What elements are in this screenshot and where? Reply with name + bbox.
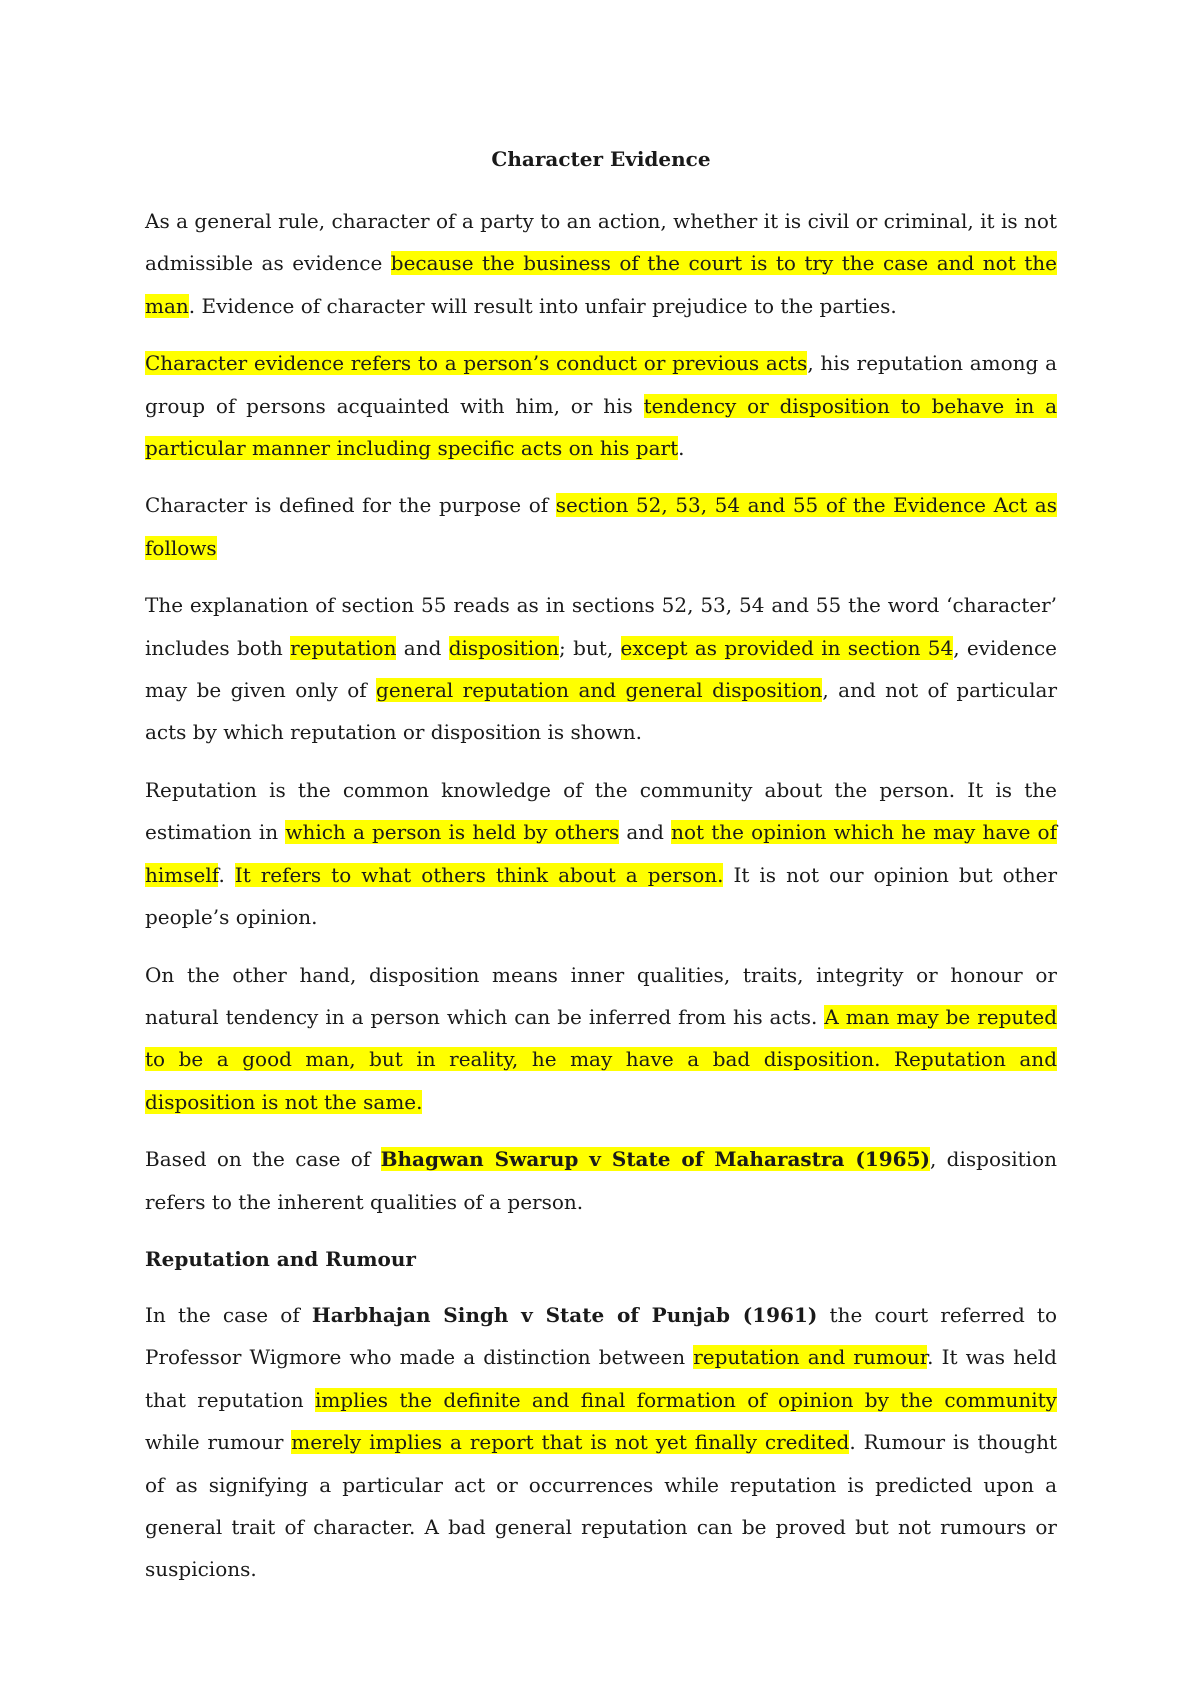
text-run: As a general rule, character of a party to an action, whether it is civil or criminal, it is not admissible as evidence xyxy=(145,209,1057,276)
highlighted-case-name: Bhagwan Swarup v State of Maharastra (1965) xyxy=(380,1147,930,1172)
document-body xyxy=(145,138,1057,1606)
highlighted-text: which a person is held by others xyxy=(285,820,620,845)
paragraph-reputation xyxy=(145,769,1057,939)
text-run: the court referred to Professor Wigmore who made a distinction between xyxy=(145,1302,1057,1370)
section-heading-reputation-rumour: Reputation and Rumour xyxy=(145,1246,416,1271)
text-run: . xyxy=(218,862,235,887)
highlighted-text: merely implies a report that is not yet finally credited xyxy=(291,1430,850,1455)
text-run: It is not our opinion but other people’s opinion. xyxy=(145,862,1057,930)
paragraph-disposition xyxy=(145,954,1057,1124)
text-run: In the case of xyxy=(145,1302,312,1327)
highlighted-text: not the opinion which he may have of himself xyxy=(145,820,1057,887)
text-run: Based on the case of xyxy=(145,1147,381,1172)
highlighted-text: Character evidence refers to a person’s conduct or previous acts xyxy=(145,351,808,376)
text-run: . Rumour is thought of as signifying a particular act or occurrences while reputation is predicted upon a general trait of character. A bad general reputation can be proved but not rumours or suspicions. xyxy=(145,1430,1057,1582)
paragraph-general-rule xyxy=(145,200,1057,327)
highlighted-text: A man may be reputed to be a good man, but in reality, he may have a bad disposition. Reputation and disposition is not the same. xyxy=(145,1004,1057,1114)
text-run: while rumour xyxy=(145,1430,292,1455)
paragraph-character-definition xyxy=(145,342,1057,469)
paragraph-section-55 xyxy=(145,584,1057,754)
text-run: Character is defined for the purpose of xyxy=(145,493,556,518)
text-run: , disposition refers to the inherent qualities of a person. xyxy=(145,1147,1057,1214)
text-run: , and not of particular acts by which reputation or disposition is shown. xyxy=(145,678,1058,745)
paragraph-bhagwan-swarup xyxy=(145,1138,1057,1223)
highlighted-text: section 52, 53, 54 and 55 of the Evidence Act as follows xyxy=(145,493,1057,560)
highlighted-text: except as provided in section 54 xyxy=(620,635,954,660)
text-run: , his reputation among a group of persons acquainted with him, or his xyxy=(145,351,1057,418)
highlighted-text: It refers to what others think about a person. xyxy=(234,862,724,887)
text-run: and xyxy=(396,635,449,660)
text-run: On the other hand, disposition means inner qualities, traits, integrity or honour or natural tendency in a person which can be inferred from his acts. xyxy=(145,962,1057,1029)
document-title: Character Evidence xyxy=(491,147,711,171)
highlighted-text: implies the definite and final formation of opinion by the community xyxy=(314,1387,1057,1412)
text-run: and xyxy=(619,820,672,845)
text-run: . Evidence of character will result into unfair prejudice to the parties. xyxy=(188,293,897,318)
case-name: Harbhajan Singh v State of Punjab (1961) xyxy=(311,1302,818,1327)
highlighted-text: tendency or disposition to behave in a particular manner including specific acts on his part xyxy=(145,393,1058,461)
highlighted-text: disposition xyxy=(448,635,560,660)
paragraph-harbhajan-singh xyxy=(145,1294,1057,1591)
text-run: , evidence may be given only of xyxy=(145,635,1058,703)
highlighted-text: reputation and rumour xyxy=(693,1345,928,1370)
text-run: Reputation is the common knowledge of the community about the person. It is the estimation in xyxy=(145,777,1057,845)
text-run: ; but, xyxy=(559,635,621,660)
text-run: The explanation of section 55 reads as in sections 52, 53, 54 and 55 the word ‘character’ includes both xyxy=(145,593,1057,660)
highlighted-text: general reputation and general disposition xyxy=(376,678,823,703)
text-run: . It was held that reputation xyxy=(145,1345,1057,1412)
highlighted-text: because the business of the court is to try the case and not the man xyxy=(145,251,1057,318)
text-run: . xyxy=(678,436,685,461)
paragraph-sections xyxy=(145,484,1057,569)
highlighted-text: reputation xyxy=(290,635,397,660)
